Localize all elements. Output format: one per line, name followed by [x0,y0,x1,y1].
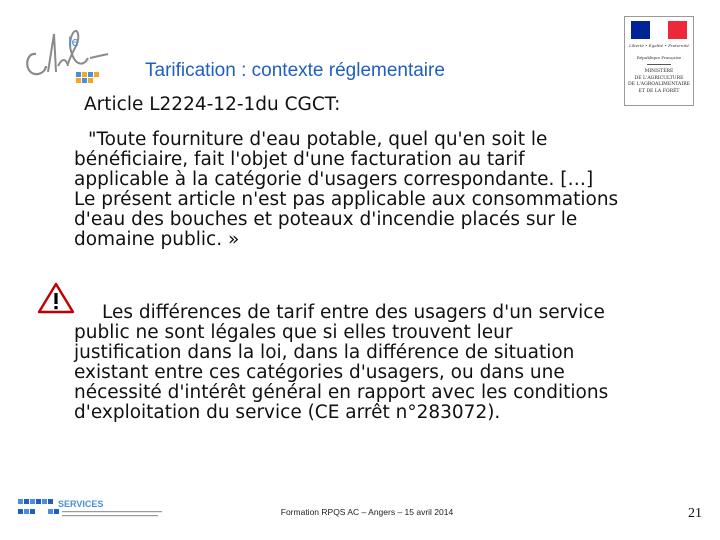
warning-icon [37,282,75,314]
note-line: existant entre ces catégories d'usagers, ou dans une [74,362,565,383]
services-logo-text: SERVICES [58,499,104,509]
quote-line: domaine public. » [74,229,240,250]
ministry-motto: Liberté • Égalité • Fraternité [629,43,689,48]
ministry-name: MINISTÈRE DE L'AGRICULTURE DE L'AGROALIMENTAIRE ET DE LA FORÊT [627,69,691,94]
quote-line: d'eau des bouches et poteaux d'incendie placés sur le [74,209,578,230]
svg-text:le: le [68,35,79,49]
note-line: justification dans la loi, dans la différence de situation [74,342,575,363]
quote-line: applicable à la catégorie d'usagers correspondante. […] [74,169,594,190]
ministry-divider [647,64,671,65]
footer-text: Formation RPQS AC – Angers – 15 avril 2014 [280,507,454,517]
quote-line: "Toute fourniture d'eau potable, quel qu'en soit le [88,129,548,150]
quote-line: Le présent article n'est pas applicable aux consommations [74,189,619,210]
note-line: public ne sont légales que si elles trouvent leur [74,322,513,343]
cnfpt-logo [18,14,118,94]
quote-line: bénéficiaire, fait l'objet d'une facturation au tarif [74,149,525,170]
note-line: Les différences de tarif entre des usagers d'un service [102,302,605,323]
slide-title: Tarification : contexte réglementaire [145,60,445,81]
ministry-republic: République Française [636,55,682,60]
note-line: d'exploitation du service (CE arrêt n°283072). [74,402,501,423]
note-line: nécessité d'intérêt général en rapport avec les conditions [74,382,609,403]
french-flag-icon [631,21,687,39]
article-heading: Article L2224-12-1du CGCT: [84,94,341,115]
services-logo [16,495,166,521]
ministry-logo [624,16,694,106]
page-number: 21 [688,506,702,521]
